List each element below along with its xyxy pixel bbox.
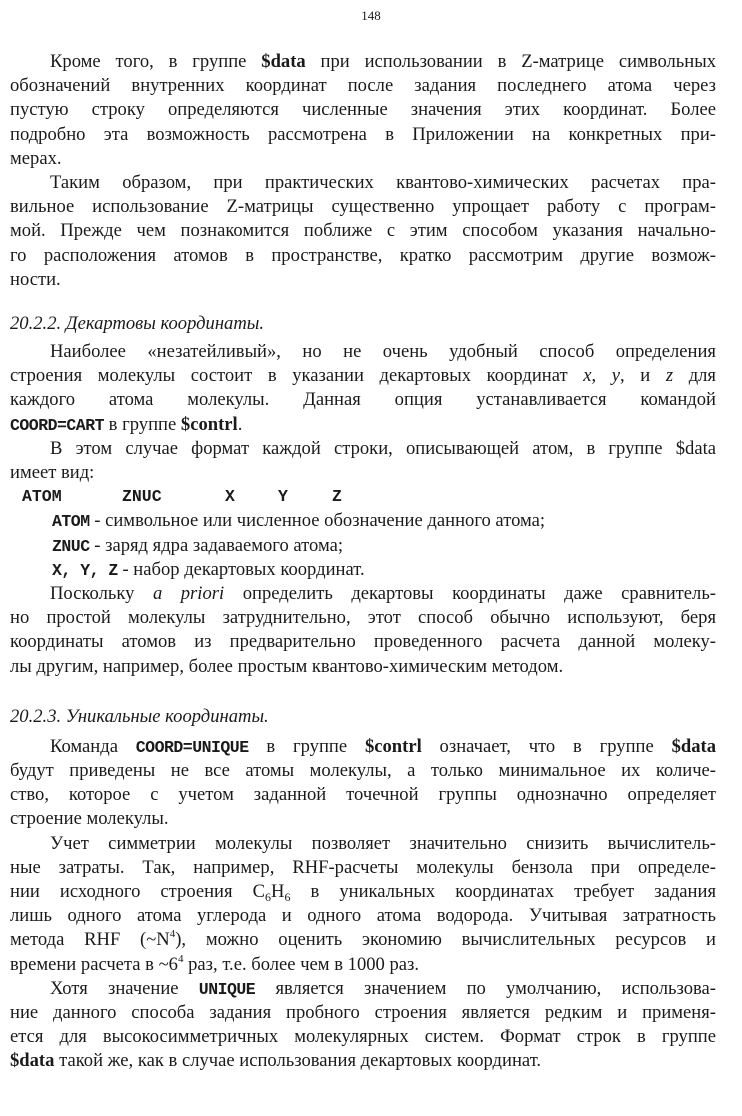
text-run: нии исходного строения C <box>10 881 266 902</box>
text-line <box>10 74 716 98</box>
text-line <box>10 832 716 856</box>
bold-term: $data <box>10 1050 55 1072</box>
text-run: мой. Прежде чем познакомится поближе с этим способом указания начально- <box>10 220 716 242</box>
text-run: лишь одного атома углерода и одного атома водорода. Учитывая затратность <box>10 905 716 927</box>
italic-term: y <box>611 365 621 387</box>
text-run: ные затраты. Так, например, RHF-расчеты молекулы бензола при определе- <box>10 856 716 878</box>
bold-term: $data <box>261 51 306 72</box>
paragraph <box>10 582 716 679</box>
text-line <box>10 630 716 654</box>
format-field: X <box>225 487 235 507</box>
text-run: в уникальных координатах требует задания <box>290 881 716 902</box>
text-run: такой же, как в случае использования декартовых координат. <box>54 1050 542 1072</box>
code-keyword: X, Y, Z <box>52 560 118 580</box>
text-line <box>10 147 716 171</box>
section-heading: 20.2.3. Уникальные координаты. <box>10 705 269 727</box>
text-line <box>10 582 716 606</box>
bold-term: $data <box>671 735 716 757</box>
text-line <box>10 735 716 759</box>
italic-term: a priori <box>152 582 225 604</box>
text-run: го расположения атомов в пространстве, кратко рассмотрим другие возмож- <box>10 244 716 266</box>
text-run: строения молекулы состоит в указании декартовых координат <box>10 365 584 387</box>
text-run: Наиболее «незатейливый», но не очень удобный способ определения <box>50 341 716 363</box>
page-number: 148 <box>361 8 381 23</box>
text-line <box>10 388 716 412</box>
text-run: мерах. <box>10 147 62 169</box>
text-run: является значением по умолчанию, использова- <box>255 977 716 999</box>
format-field: ZNUC <box>122 487 162 507</box>
code-keyword: ATOM <box>52 512 90 532</box>
text-run: в группе <box>248 735 365 757</box>
paragraph <box>10 171 716 292</box>
text-line <box>10 953 716 977</box>
paragraph <box>10 832 716 977</box>
text-line <box>10 437 716 461</box>
text-run: имеет вид: <box>10 462 95 483</box>
text-run: Хотя значение <box>50 977 199 999</box>
text-run: для <box>673 365 716 387</box>
document-body <box>10 50 716 1074</box>
format-field: Z <box>332 487 342 507</box>
text-run: обозначений внутренних координат после задания последнего атома через <box>10 75 716 97</box>
text-run: ности. <box>10 268 61 290</box>
text-line <box>10 1049 716 1073</box>
text-run: - набор декартовых координат. <box>117 558 365 580</box>
supscript: 4 <box>169 928 176 941</box>
text-line <box>10 856 716 880</box>
paragraph <box>10 977 716 1074</box>
text-run: - заряд ядра задаваемого атома; <box>89 534 344 556</box>
text-run: определить декартовы координаты даже сравнитель- <box>224 582 716 604</box>
paragraph <box>10 735 716 832</box>
text-line <box>10 1001 716 1025</box>
text-run: ется для высокосимметричных молекулярных систем. Формат строк в группе <box>10 1026 716 1048</box>
text-line <box>10 1025 716 1049</box>
bold-term: $contrl <box>364 735 422 757</box>
text-line <box>10 977 716 1001</box>
text-run: означает, что в группе <box>421 735 672 757</box>
text-run: но простой молекулы затруднительно, этот способ обычно используют, беря <box>10 607 716 629</box>
text-run: вильное использование Z-матрицы существенно упрощает работу с програм- <box>10 196 716 218</box>
text-line <box>10 413 716 437</box>
text-run: раз, т.е. более чем в 1000 раз. <box>183 953 420 975</box>
text-run: лы другим, например, более простым квантово-химическим методом. <box>10 655 564 677</box>
text-line <box>10 50 716 74</box>
format-line <box>10 485 716 509</box>
text-run: ство, которое с учетом заданной точечной группы однозначно определяет <box>10 784 716 806</box>
text-run: H <box>271 881 285 902</box>
code-keyword: COORD=UNIQUE <box>135 737 249 757</box>
paragraph <box>10 340 716 437</box>
text-line <box>10 880 716 904</box>
text-line <box>10 219 716 243</box>
text-run: при использовании в Z-матрице символьных <box>305 51 717 72</box>
section-heading: 20.2.2. Декартовы координаты. <box>10 312 265 334</box>
definition-item <box>10 509 716 533</box>
text-run: каждого атома молекулы. Данная опция устанавливается командой <box>10 389 716 411</box>
text-run: . <box>237 413 243 435</box>
supscript: 4 <box>177 952 184 965</box>
subscript: 6 <box>284 890 291 904</box>
text-line <box>10 195 716 219</box>
code-keyword: UNIQUE <box>198 979 256 999</box>
text-line <box>10 461 716 485</box>
text-run: будут приведены не все атомы молекулы, а только минимальное их количе- <box>10 760 716 782</box>
text-run: координаты атомов из предварительно проведенного расчета данной молеку- <box>10 631 716 653</box>
text-line <box>10 655 716 679</box>
text-line <box>10 904 716 928</box>
text-run: ние данного способа задания пробного строения является редким и применя- <box>10 1001 716 1023</box>
text-run: Команда <box>50 735 136 757</box>
text-run: времени расчета в ~6 <box>10 953 178 975</box>
text-run: Таким образом, при практических квантово-химических расчетах пра- <box>50 171 716 193</box>
text-line <box>10 123 716 147</box>
text-run: строение молекулы. <box>10 808 169 830</box>
text-line <box>10 244 716 268</box>
text-line <box>10 928 716 952</box>
bold-term: $contrl <box>180 413 238 435</box>
italic-term: x <box>583 365 592 387</box>
text-line <box>10 783 716 807</box>
paragraph <box>10 50 716 171</box>
text-run: пустую строку определяются численные значения этих координат. Более <box>10 99 716 121</box>
text-run: - символьное или численное обозначение данного атома; <box>89 510 546 532</box>
code-keyword: ZNUC <box>52 536 90 556</box>
text-run: , <box>591 365 612 387</box>
format-field: Y <box>278 487 288 507</box>
definition-list <box>10 509 716 582</box>
text-run: , и <box>620 365 666 387</box>
text-run: ), можно оценить экономию вычислительных ресурсов и <box>175 929 716 951</box>
text-line <box>10 606 716 630</box>
text-line <box>10 364 716 388</box>
code-keyword: COORD=CART <box>10 415 105 435</box>
format-field: ATOM <box>22 487 62 507</box>
definition-item <box>10 534 716 558</box>
text-run: Поскольку <box>50 582 153 604</box>
text-run: Учет симметрии молекулы позволяет значительно снизить вычислитель- <box>50 832 716 854</box>
text-run: Кроме того, в группе <box>50 51 262 72</box>
text-line <box>10 268 716 292</box>
text-run: метода RHF (~N <box>10 929 170 951</box>
text-run: подробно эта возможность рассмотрена в Приложении на конкретных при- <box>10 123 716 145</box>
text-line <box>10 340 716 364</box>
text-line <box>10 759 716 783</box>
paragraph <box>10 437 716 485</box>
text-line <box>10 98 716 122</box>
subscript: 6 <box>265 890 272 904</box>
italic-term: z <box>665 365 674 387</box>
text-run: в группе <box>104 413 181 435</box>
definition-item <box>10 558 716 582</box>
text-run: В этом случае формат каждой строки, описывающей атом, в группе $data <box>50 437 716 459</box>
text-line <box>10 171 716 195</box>
text-line <box>10 807 716 831</box>
